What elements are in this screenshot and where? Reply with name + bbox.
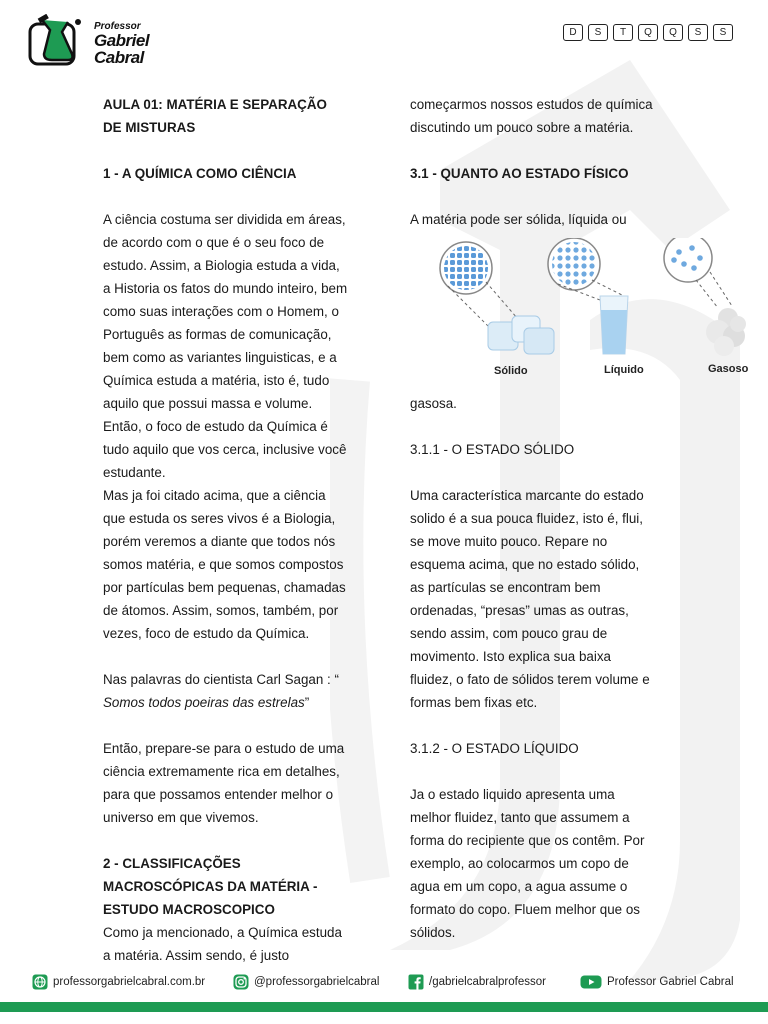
- footer-green-bar: [0, 1002, 768, 1012]
- footer-youtube[interactable]: [580, 974, 734, 990]
- right-column: [410, 93, 749, 944]
- left-column: [103, 93, 365, 967]
- weekday-box-q2: Q: [663, 24, 683, 41]
- paragraph-line: forma do recipiente que os contêm. Por: [410, 833, 645, 848]
- logo-professor-text: Professor: [94, 21, 141, 32]
- weekday-box-s3: S: [713, 24, 733, 41]
- sagan-quote-line: [103, 691, 365, 714]
- section-3-1-heading: 3.1 - QUANTO AO ESTADO FÍSICO: [410, 166, 629, 181]
- paragraph-line: as partículas se encontram bem: [410, 580, 601, 595]
- section-1-heading: 1 - A QUÍMICA COMO CIÊNCIA: [103, 166, 297, 181]
- paragraph-line: aquilo que possui massa e volume.: [103, 396, 313, 411]
- paragraph-line: universo em que vivemos.: [103, 810, 259, 825]
- quote-close-mark: ”: [304, 695, 310, 710]
- paragraph-line: formato do copo. Fluem melhor que os: [410, 902, 640, 917]
- footer-website[interactable]: [32, 974, 205, 990]
- paragraph-line: de acordo com o que é o seu foco de: [103, 235, 325, 250]
- paragraph-line: a Historia os fatos do mundo inteiro, bem: [103, 281, 348, 296]
- paragraph-line: Uma característica marcante do estado: [410, 488, 644, 503]
- flask-logo-icon: [28, 14, 92, 70]
- paragraph-line: de átomos. Assim, somos, também, por: [103, 603, 339, 618]
- paragraph-line: ordenadas, “presas” umas as outras,: [410, 603, 629, 618]
- footer-instagram[interactable]: [233, 974, 379, 990]
- paragraph-line: somos matéria, e que somos compostos: [103, 557, 344, 572]
- paragraph-line: se move muito pouco. Repare no: [410, 534, 608, 549]
- figure-label-liquid: Líquido: [604, 364, 644, 376]
- paragraph-line: sendo assim, com pouco grau de: [410, 626, 608, 641]
- section-2-heading-line3: ESTUDO MACROSCOPICO: [103, 902, 275, 917]
- paragraph-line: Português as formas de comunicação,: [103, 327, 332, 342]
- weekday-box-t: T: [613, 24, 633, 41]
- instagram-icon: [233, 974, 249, 990]
- figure-label-gas: Gasoso: [708, 363, 749, 375]
- lesson-title-line2: DE MISTURAS: [103, 120, 196, 135]
- paragraph-line: melhor fluidez, tanto que assumem a: [410, 810, 630, 825]
- section-2-heading-line2: MACROSCÓPICAS DA MATÉRIA -: [103, 879, 318, 894]
- section-3-1-1-heading: 3.1.1 - O ESTADO SÓLIDO: [410, 442, 575, 457]
- weekday-box-s1: S: [588, 24, 608, 41]
- paragraph-line: estudo. Assim, a Biologia estuda a vida,: [103, 258, 340, 273]
- paragraph-line: começarmos nossos estudos de química: [410, 97, 653, 112]
- paragraph-line: porém veremos a diante que todos nós: [103, 534, 336, 549]
- paragraph-line: Mas ja foi citado acima, que a ciência: [103, 488, 326, 503]
- weekday-box-s2: S: [688, 24, 708, 41]
- youtube-icon: [580, 974, 602, 990]
- paragraph-line: por partículas bem pequenas, chamadas: [103, 580, 346, 595]
- paragraph-line: discutindo um pouco sobre a matéria.: [410, 120, 634, 135]
- paragraph-line: gasosa.: [410, 396, 457, 411]
- figure-label-solid: Sólido: [494, 365, 528, 377]
- paragraph-line: a matéria. Assim sendo, é justo: [103, 948, 290, 963]
- brand-logo: [28, 14, 188, 70]
- paragraph-line: A ciência costuma ser dividida em áreas,: [103, 212, 346, 227]
- footer-website-text: professorgabrielcabral.com.br: [53, 976, 206, 988]
- footer-facebook[interactable]: [408, 974, 546, 990]
- paragraph-line: exemplo, ao colocarmos um copo de: [410, 856, 629, 871]
- paragraph-line: Então, prepare-se para o estudo de uma: [103, 741, 345, 756]
- page-footer: [0, 970, 768, 1000]
- weekday-boxes: [563, 24, 733, 41]
- liquid-illustration: [548, 238, 628, 354]
- footer-instagram-text: @professorgabrielcabral: [254, 976, 380, 988]
- paragraph-line: Química estuda a matéria, isto é, tudo: [103, 373, 330, 388]
- globe-icon: [32, 974, 48, 990]
- paragraph-line: movimento. Isto explica sua baixa: [410, 649, 611, 664]
- paragraph-line: tudo aquilo que vos cerca, inclusive você: [103, 442, 347, 457]
- facebook-icon: [408, 974, 424, 990]
- lesson-title-line1: AULA 01: MATÉRIA E SEPARAÇÃO: [103, 97, 327, 112]
- solid-illustration: [440, 242, 554, 354]
- weekday-box-d: D: [563, 24, 583, 41]
- paragraph-line: Então, o foco de estudo da Química é: [103, 419, 328, 434]
- paragraph-line: para que possamos entender melhor o: [103, 787, 334, 802]
- paragraph-line: agua em um copo, a agua assume o: [410, 879, 628, 894]
- sagan-quote-intro: Nas palavras do cientista Carl Sagan : “: [103, 672, 339, 687]
- paragraph-line: Como ja mencionado, a Química estuda: [103, 925, 342, 940]
- paragraph-line: solido é a sua pouca fluidez, isto é, flui,: [410, 511, 643, 526]
- paragraph-line: que estuda os seres vivos é a Biologia,: [103, 511, 336, 526]
- paragraph-line: bem como as variantes linguisticas, e a: [103, 350, 337, 365]
- paragraph-line: fluidez, o fato de sólidos terem volume e: [410, 672, 650, 687]
- paragraph-line: A matéria pode ser sólida, líquida ou: [410, 212, 627, 227]
- paragraph-line: estudante.: [103, 465, 166, 480]
- weekday-box-q1: Q: [638, 24, 658, 41]
- paragraph-line: ciência extremamente rica em detalhes,: [103, 764, 340, 779]
- section-3-1-2-heading: 3.1.2 - O ESTADO LÍQUIDO: [410, 741, 579, 756]
- paragraph-line: como suas interações com o Homem, o: [103, 304, 339, 319]
- logo-cabral-text: Cabral: [94, 48, 144, 67]
- states-of-matter-figure: [428, 238, 768, 388]
- sagan-quote-text: Somos todos poeiras das estrelas: [103, 695, 305, 710]
- paragraph-line: sólidos.: [410, 925, 456, 940]
- gas-illustration: [664, 238, 746, 356]
- logo-gabriel-text: Gabriel: [94, 31, 150, 50]
- paragraph-line: esquema acima, que no estado sólido,: [410, 557, 640, 572]
- paragraph-line: vezes, foco de estudo da Química.: [103, 626, 310, 641]
- section-2-heading-line1: 2 - CLASSIFICAÇÕES: [103, 856, 241, 871]
- paragraph-line: Ja o estado liquido apresenta uma: [410, 787, 615, 802]
- paragraph-line: formas bem fixas etc.: [410, 695, 538, 710]
- footer-facebook-text: /gabrielcabralprofessor: [429, 976, 546, 988]
- footer-youtube-text: Professor Gabriel Cabral: [607, 976, 734, 988]
